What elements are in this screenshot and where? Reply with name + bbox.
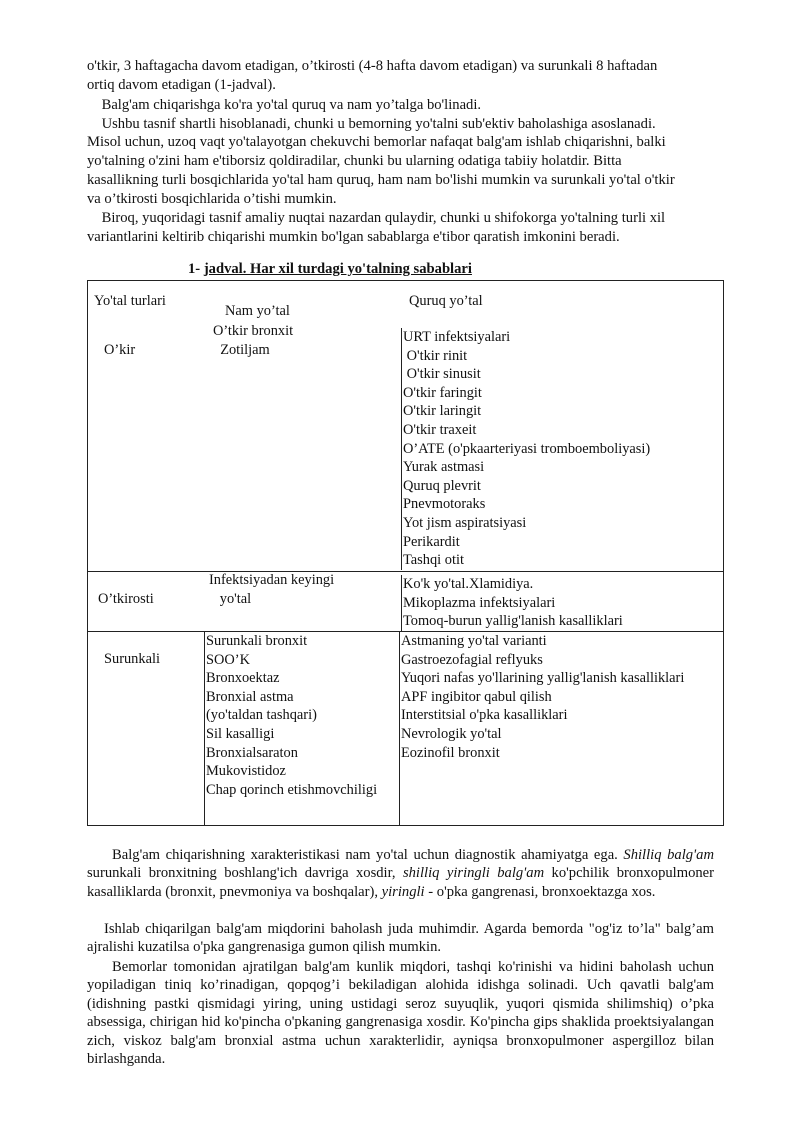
dry-cause: Ko'k yo'tal.Xlamidiya. [403, 576, 534, 592]
italic-term: shilliq yiringli balg'am [402, 865, 545, 882]
dry-cause: Tashqi otit [403, 552, 464, 569]
intro-line: kasallikning turli bosqichlarida yo'tal ham quruq, ham nam bo'lishi mumkin va surunkali yo'tal o'tkir [87, 172, 675, 188]
intro-line: ortiq davom etadigan (1-jadval). [87, 77, 276, 93]
table-rule [87, 280, 88, 826]
dry-cause: O'tkir rinit [403, 347, 468, 364]
italic-term: Shilliq balg'am [623, 847, 714, 863]
table-rule [399, 631, 400, 826]
wet-cause: Chap qorinch etishmovchiligi [206, 781, 378, 798]
dry-cause: Astmaning yo'tal varianti [401, 633, 547, 649]
intro-line: variantlarini keltirib chiqarishi mumkin bo'lgan sabablarga e'tibor qaratish imkonini beradi. [87, 229, 620, 245]
wet-cause: Zotiljam [213, 342, 270, 358]
dry-cause: Mikoplazma infektsiyalari [403, 594, 556, 611]
table-caption-number: 1- [188, 261, 204, 277]
intro-line: Biroq, yuqoridagi tasnif amaliy nuqtai nazardan qulaydir, chunki u shifokorga yo'talning turli xil [87, 210, 666, 226]
dry-cause: O'tkir laringit [403, 403, 482, 420]
text-run: Balg'am chiqarishning xarakteristikasi nam yo'tal uchun diagnostik ahamiyatga ega. [112, 847, 624, 863]
wet-cause: SOO’K [206, 651, 250, 668]
dry-cause: Perikardit [403, 533, 460, 550]
wet-cause: Sil kasalligi [206, 725, 275, 742]
header-dry: Quruq yo’tal [409, 293, 483, 309]
paragraph-sputum-collection: Bemorlar tomonidan ajratilgan balg'am kunlik miqdori, tashqi ko'rinishi va hidini baholash uchun yopiladigan tiniq ko’rinadigan, qopqog’i bekiladigan alohida idishga solinadi. Uch qavatli balg'am (idishning pastki qismidagi yiring, uning ustidagi seroz suyuqlik, yuqori qismida shilimshiq) o’pka absessiga, chirigan hid ko'pincha o'pkaning gangrenasiga xosdir. Ko'pincha gips shaklida proektsiyalangan zich, viskoz balg'am bronxial astma uchun xarakterlidir, ayniqsa bronxopulmoner aspergilloz bilan birlashganda. [87, 959, 714, 1068]
wet-cause: O’tkir bronxit [213, 323, 294, 339]
dry-cause: Tomoq-burun yallig'lanish kasalliklari [403, 613, 623, 630]
row-type: Surunkali [104, 651, 160, 667]
text-run: surunkali bronxitning boshlang'ich davriga xosdir, [87, 865, 403, 882]
wet-cause: Bronxial astma [206, 688, 294, 705]
intro-line: va o’tkirosti bosqichlarida o’tishi mumkin. [87, 191, 337, 207]
dry-cause: Eozinofil bronxit [401, 744, 500, 761]
dry-cause: Yurak astmasi [403, 459, 485, 476]
header-types: Yo'tal turlari [94, 293, 166, 309]
dry-cause: O'tkir traxeit [403, 421, 477, 438]
table-rule [87, 571, 724, 572]
table-rule [204, 631, 205, 826]
dry-cause: URT infektsiyalari [403, 329, 511, 345]
dry-cause: Pnevmotoraks [403, 496, 486, 513]
table-rule [87, 280, 724, 281]
dry-cause: O'tkir faringit [403, 384, 482, 401]
dry-cause: O'tkir sinusit [403, 366, 481, 383]
intro-line: Misol uchun, uzoq vaqt yo'talayotgan chekuvchi bemorlar nafaqat balg'am ishlab chiqarishni, balki [87, 134, 666, 150]
header-wet: Nam yo’tal [225, 303, 290, 319]
wet-cause: yo'tal [209, 591, 252, 607]
wet-cause: (yo'taldan tashqari) [206, 707, 317, 724]
intro-line: yo'talning o'zini ham e'tiborsiz qoldiradilar, chunki bu ularning odatiga tabiiy holatdir. Bitta [87, 153, 622, 169]
table-rule [723, 280, 724, 826]
paragraph-sputum-amount: Ishlab chiqarilgan balg'am miqdorini baholash juda muhimdir. Agarda bemorda "og'iz to’la" balg’am ajralishi kuzatilsa o'pka gangrenasiga gumon qilish mumkin. [87, 921, 714, 956]
wet-cause: Bronxialsaraton [206, 744, 298, 761]
intro-line: Ushbu tasnif shartli hisoblanadi, chunki u bemorning yo'talni sub'ektiv baholashiga asoslanadi. [87, 116, 656, 132]
row-type: O’kir [104, 342, 136, 358]
dry-cause-list [401, 328, 650, 570]
row-type: O’tkirosti [98, 591, 154, 607]
dry-cause-list [401, 575, 623, 631]
dry-cause: Nevrologik yo'tal [401, 725, 502, 742]
wet-cause: Surunkali bronxit [206, 633, 308, 649]
text-run: ko'pchilik bronxopulmoner kasalliklarda (bronxit, pnevmoniya va boshqalar), [87, 865, 714, 900]
dry-cause: Yot jism aspiratsiyasi [403, 514, 527, 531]
dry-cause: Interstitsial o'pka kasalliklari [401, 707, 568, 724]
intro-line: o'tkir, 3 haftagacha davom etadigan, o’tkirosti (4-8 hafta davom etadigan) va surunkali 8 haftadan [87, 58, 658, 74]
dry-cause: Yuqori nafas yo'llarining yallig'lanish kasalliklari [401, 670, 685, 687]
dry-cause: APF ingibitor qabul qilish [401, 688, 552, 705]
wet-cause: Bronxoektaz [206, 670, 280, 687]
table-caption [188, 261, 472, 278]
paragraph-sputum-character [87, 846, 714, 901]
dry-cause: Quruq plevrit [403, 477, 481, 494]
text-run: - o'pka gangrenasi, bronxoektazga xos. [424, 883, 656, 900]
italic-term: yiringli [381, 883, 425, 900]
wet-cause: Mukovistidoz [206, 763, 286, 780]
wet-cause-list [206, 632, 377, 799]
table-caption-title: jadval. Har xil turdagi yo'talning sabablari [203, 261, 472, 277]
dry-cause: Gastroezofagial reflyuks [401, 651, 543, 668]
wet-cause: Infektsiyadan keyingi [209, 572, 335, 588]
intro-line: Balg'am chiqarishga ko'ra yo'tal quruq va nam yo’talga bo'linadi. [87, 97, 482, 113]
dry-cause-list [401, 632, 684, 762]
table-rule [87, 825, 724, 826]
dry-cause: O’ATE (o'pkaarteriyasi tromboemboliyasi) [403, 440, 651, 457]
